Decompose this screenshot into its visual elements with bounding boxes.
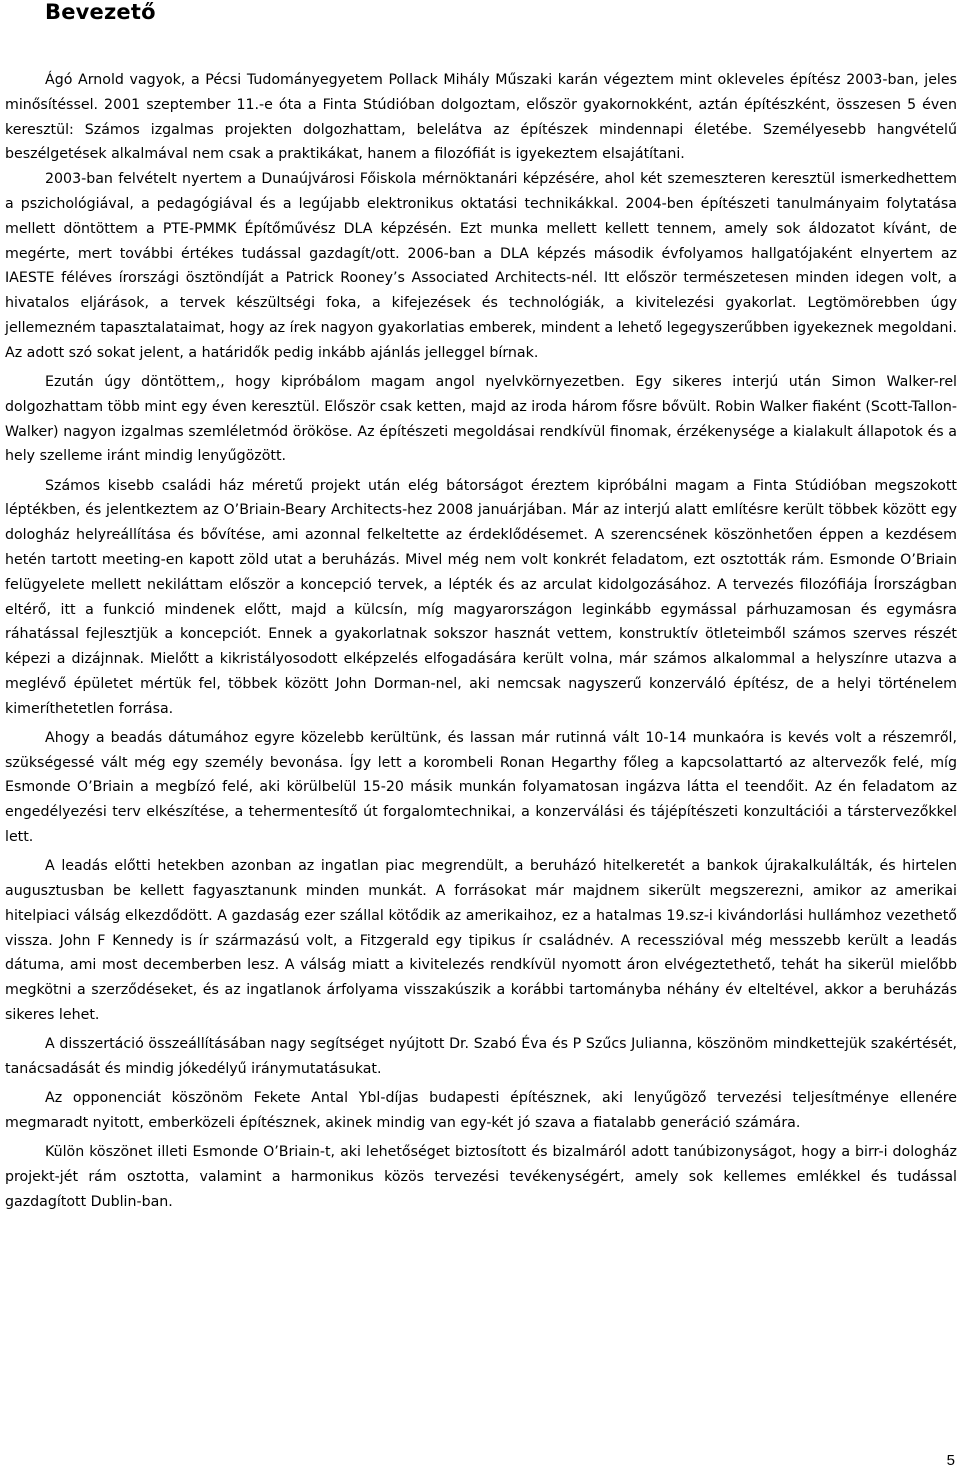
section-heading: Bevezető [45, 0, 156, 24]
paragraph-crisis: A leadás előtti hetekben azonban az ingatlan piac megrendült, a beruházó hitelkeretét a bankok újrakalkulálták, és hirtelen augusztusban be kellett fagyasztanunk minden munkát. A forrásokat már majdnem sikerült megszerezni, amikor az amerikai hitelpiaci válság elkezdődött. A gazdaság ezer szállal kötődik az amerikaihoz, ez a hatalmas 19.sz-i kivándorlási hullámhoz vezethető vissza. John F Kennedy is ír származású volt, a Fitzgerald egy tipikus ír családnév. A recesszióval még messzebb került a leadás dátuma, ami most decemberben lesz. A válság miatt a kivitelezés rendkívül nyomott áron elvégeztethető, tehát ha sikerül mielőbb megkötni a szerződéseket, és az ingatlanok árfolyama visszakúszik a korábbi tartományba néhány év elteltével, akkor a beruházás sikeres lehet. [5, 858, 957, 1024]
paragraph-studies: 2003-ban felvételt nyertem a Dunaújvárosi Főiskola mérnöktanári képzésére, ahol két szemeszteren keresztül ismerkedhettem a pszichológiával, a pedagógiával és a legújabb elektronikus oktatási technikákkal. 2004-ben építészeti tanulmányaim folytatása mellett döntöttem a PTE-PMMK Építőművész DLA képzésén. Ezt munka mellett kellett tennem, amely sok áldozatot kívánt, de megérte, mert további értékes tudással gazdagít/ott. 2006-ban a DLA képzés második évfolyamos hallgatójaként elnyertem az IAESTE féléves írországi ösztöndíját a Patrick Rooney’s Associated Architects-nél. Itt először természetesen minden idegen volt, a hivatalos eljárások, a tervek készültségi foka, a kifejezések és technológiák, a kivitelezési gyakorlat. Legtömörebben úgy jellemezném tapasztalataimat, hogy az írek nagyon gyakorlatias emberek, mindent a lehető legegyszerűbben igyekeznek megoldani. Az adott szó sokat jelent, a határidők pedig inkább ajánlás jelleggel bírnak. [5, 171, 957, 361]
paragraph-deadline: Ahogy a beadás dátumához egyre közelebb kerültünk, és lassan már rutinná vált 10-14 munkaóra is kevés volt a részemről, szükségessé vált még egy személy bevonása. Így lett a korombeli Ronan Hegarthy főleg a kapcsolattartó az altervezők felé, míg Esmonde O’Briain a megbízó felé, aki körülbelül 15-20 másik munkán folyamatosan ingázva látta el teendőit. Az én feladatom az engedélyezési terv elkészítése, a tehermentesítő út forgalomtechnikai, a konzerválási és tájépítészeti konzultációi a társtervezőkkel lett. [5, 729, 957, 846]
paragraph-thanks-obriain: Külön köszönet illeti Esmonde O’Briain-t, aki lehetőséget biztosított és bizalmáról adott tanúbizonyságot, hogy a birr-i dologház projekt-jét rám osztotta, valamint a harmonikus közös tervezési tevékenységért, amely sok kellemes emlékkel és tudással gazdagított Dublin-ban. [5, 1144, 957, 1210]
paragraph-thanks-supervisors: A disszertáció összeállításában nagy segítséget nyújtott Dr. Szabó Éva és P Szűcs Julianna, köszönöm mindkettejük szakértését, tanácsadását és mindig jókedélyű iránymutatásukat. [5, 1036, 957, 1078]
page-number: 5 [946, 1452, 955, 1469]
paragraph-thanks-opponent: Az opponenciát köszönöm Fekete Antal Ybl-díjas budapesti építésznek, aki lenyűgöző tervezési teljesítménye ellenére megmaradt nyitott, emberközeli építésznek, akinek mindig van egy-két jó szava a fiatalabb generáció számára. [5, 1090, 957, 1132]
paragraph-intro: Ágó Arnold vagyok, a Pécsi Tudományegyetem Pollack Mihály Műszaki karán végeztem mint okleveles építész 2003-ban, jeles minősítéssel. 2001 szeptember 11.-e óta a Finta Stúdióban dolgoztam, először gyakornokként, aztán építészként, összesen 5 éven keresztül: Számos izgalmas projekten dolgozhattam, belelátva az építészek mindennapi életébe. Személyesebb hangvételű beszélgetések alkalmával nem csak a praktikákat, hanem a filozófiát is igyekeztem elsajátítani. [5, 72, 957, 163]
body-text [5, 68, 957, 1215]
paragraph-simon-walker: Ezután úgy döntöttem,, hogy kipróbálom magam angol nyelvkörnyezetben. Egy sikeres interjú után Simon Walker-rel dolgozhattam több mint egy éven keresztül. Először csak ketten, majd az iroda három fősre bővült. Robin Walker fiaként (Scott-Tallon-Walker) nagyon izgalmas szemléletmód örököse. Az építészeti megoldásai rendkívül finomak, érzékenysége a kialakult állapotok és a hely szelleme iránt mindig lenyűgözött. [5, 373, 957, 465]
paragraph-obriain-beary: Számos kisebb családi ház méretű projekt után elég bátorságot éreztem kipróbálni magam a Finta Stúdióban megszokott léptékben, és jelentkeztem az O’Briain-Beary Architects-hez 2008 januárjában. Már az interjú alatt említésre került többek között egy dologház helyreállítása és bővítése, ami azonnal felkeltette az érdeklődésemet. A szerencsének köszönhetően éppen a kezdésem hetén tartott meeting-en kapott zöld utat a beruházás. Mivel még nem volt konkrét feladatom, ezt osztották rám. Esmonde O’Briain felügyelete mellett nekiláttam először a koncepció tervek, a lépték és az arculat kidolgozásához. A tervezés filozófiája Írországban eltérő, itt a funkció mindenek előtt, majd a külcsín, míg magyarországon leginkább egymással párhuzamosan és egymásra ráhatással fejlesztjük a koncepciót. Ennek a gyakorlatnak sokszor hasznát vettem, konstruktív ötleteimből számos szerves részét képezi a dizájnnak. Mielőtt a kikristályosodott elképzelés elfogadására került volna, már számos alkalommal a helyszínre utazva a meglévő épületet mértük fel, többek között John Dorman-nel, aki nemcsak nagyszerű konzerváló építész, de a helyi történelem kimeríthetetlen forrása. [5, 477, 957, 717]
